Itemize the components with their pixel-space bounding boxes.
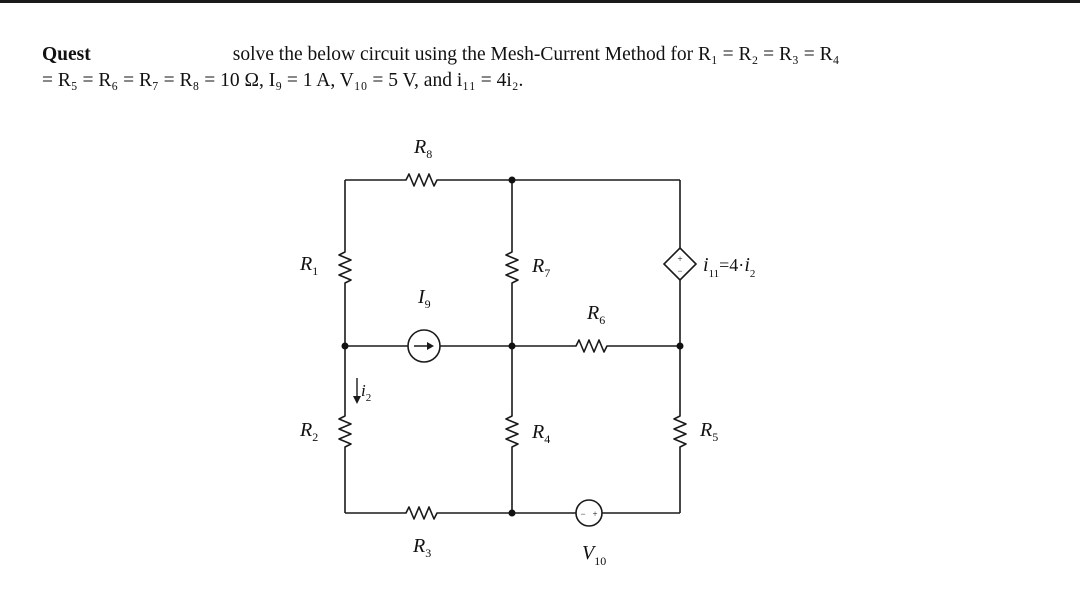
resistor-r3-wire xyxy=(345,507,512,519)
resistor-r5-wire xyxy=(674,346,686,513)
label-r3: $R_3$ xyxy=(413,535,432,560)
voltage-source-v10 xyxy=(576,500,602,526)
resistor-r7-wire xyxy=(506,180,518,346)
node xyxy=(342,343,349,350)
label-r8: $R_8$ xyxy=(414,136,433,161)
label-v10: $V_{10}$ xyxy=(582,542,607,568)
dependent-source-i11 xyxy=(664,248,696,280)
resistor-r4-wire xyxy=(506,346,518,513)
question-line-2: = R₅ = R₆ = R₇ = R₈ = 10 Ω, I₉ = 1 A, V₁₀ = 5 V, and i₁₁ = 4i₂. xyxy=(42,70,524,91)
label-r4: $R_4$ xyxy=(532,421,551,446)
resistor-r2-wire xyxy=(339,346,351,513)
node xyxy=(509,343,516,350)
label-i2: $i_2$ xyxy=(361,381,372,404)
label-i11-expression: $i_{11}=4\cdot i_2$ xyxy=(703,254,756,280)
v10-plus: + xyxy=(592,509,598,519)
v10-minus: − xyxy=(580,509,586,519)
i2-current-arrow xyxy=(353,378,361,404)
label-r7: $R_7$ xyxy=(532,255,551,280)
question-text-1: solve the below circuit using the Mesh-Current Method for R₁ = R₂ = R₃ = R₄ xyxy=(232,44,840,65)
resistor-r1-wire xyxy=(339,180,351,346)
question-heading: Quest xyxy=(42,44,91,65)
label-r1: $R_1$ xyxy=(300,253,319,278)
node xyxy=(509,510,516,517)
dep-source-minus: − xyxy=(677,266,683,276)
label-r6: $R_6$ xyxy=(587,302,606,327)
resistor-r6-wire xyxy=(512,340,680,352)
current-source-i9 xyxy=(408,330,440,362)
label-i9: $I_9$ xyxy=(418,286,431,311)
label-r5: $R_5$ xyxy=(700,419,719,444)
label-r2: $R_2$ xyxy=(300,419,319,444)
node xyxy=(509,177,516,184)
dep-source-plus: + xyxy=(677,254,683,264)
node xyxy=(677,343,684,350)
